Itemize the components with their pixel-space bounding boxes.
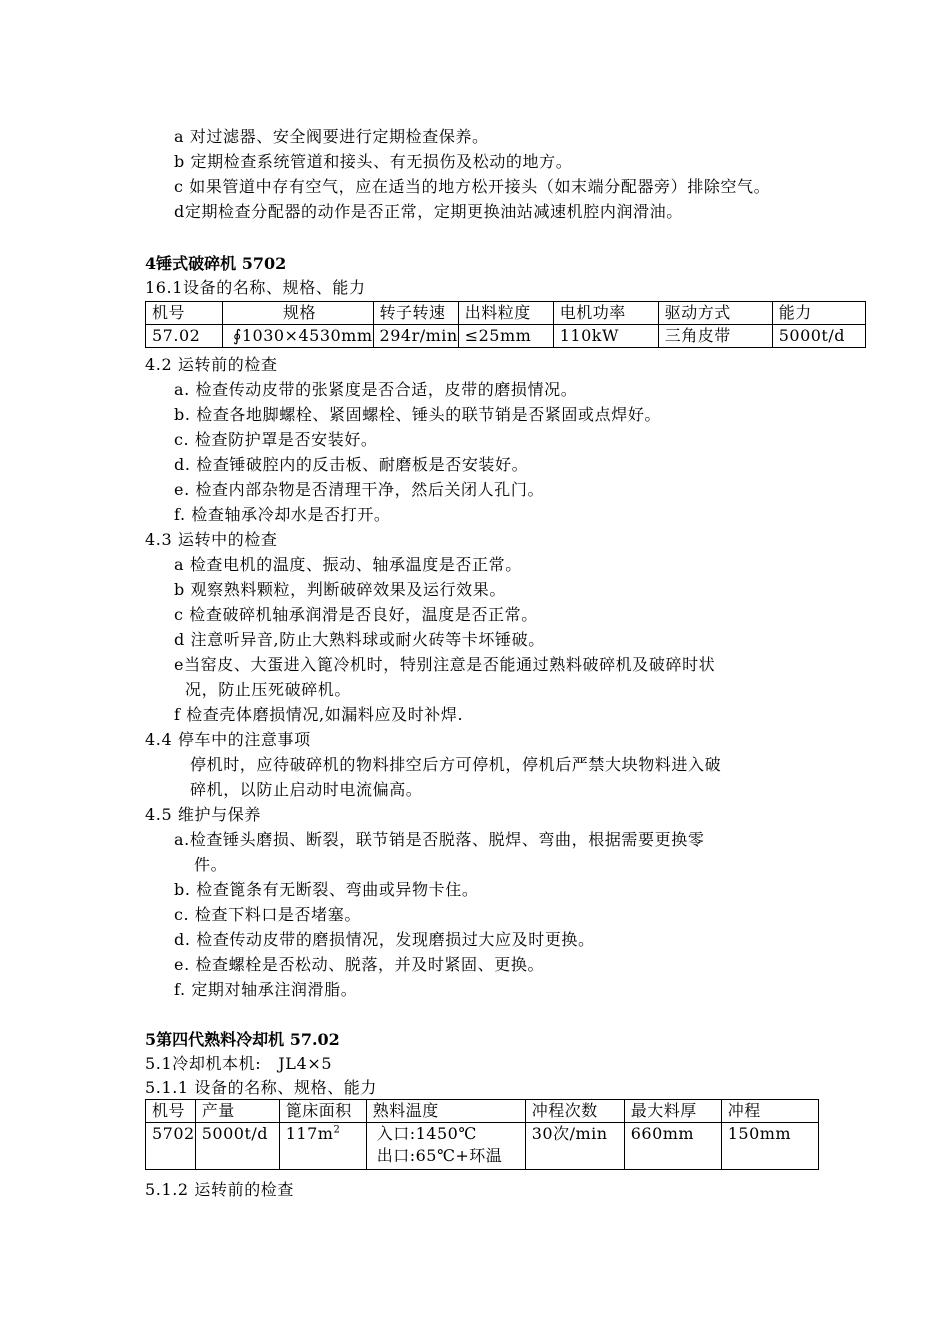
list-item: d定期检查分配器的动作是否正常，定期更换油站减速机腔内润滑油。: [174, 202, 683, 221]
table-caption: 5.1.1 设备的名称、规格、能力: [145, 1078, 377, 1097]
subsection-title: 4.3 运转中的检查: [145, 530, 278, 549]
list-item: e. 检查内部杂物是否清理干净，然后关闭人孔门。: [174, 480, 545, 499]
list-item: a 对过滤器、安全阀要进行定期检查保养。: [174, 127, 489, 146]
table-cell: 三角皮带: [658, 325, 772, 348]
area-superscript: 2: [333, 1124, 341, 1136]
list-item: 件。: [194, 855, 228, 874]
list-item: b. 检查各地脚螺栓、紧固螺栓、锤头的联节销是否紧固或点焊好。: [174, 405, 662, 424]
table-header-cell: 机号: [146, 1100, 196, 1123]
subsection-title: 4.5 维护与保养: [145, 805, 261, 824]
table-caption: 16.1设备的名称、规格、能力: [145, 278, 366, 297]
subsection-title: 5.1.2 运转前的检查: [145, 1180, 294, 1199]
list-item: c 如果管道中存有空气，应在适当的地方松开接头（如末端分配器旁）排除空气。: [174, 177, 771, 196]
table-cell-temperature: [366, 1123, 525, 1170]
list-item: d. 检查锤破腔内的反击板、耐磨板是否安装好。: [174, 455, 529, 474]
table-cell: 294r/min: [373, 325, 458, 348]
paragraph-line: 碎机，以防止启动时电流偏高。: [190, 780, 423, 799]
table-header-cell: 冲程: [721, 1100, 818, 1123]
table-header-cell: 电机功率: [553, 302, 658, 325]
list-item: b 定期检查系统管道和接头、有无损伤及松动的地方。: [174, 152, 573, 171]
list-item: a 检查电机的温度、振动、轴承温度是否正常。: [174, 555, 522, 574]
list-item: 况，防止压死破碎机。: [185, 680, 352, 699]
table-cell: 150mm: [721, 1123, 818, 1170]
subsection-title: 5.1冷却机本机: JL4×5: [145, 1054, 333, 1073]
table-header-cell: 出料粒度: [458, 302, 553, 325]
table-cell-area: [279, 1123, 366, 1170]
subsection-title: 4.4 停车中的注意事项: [145, 730, 311, 749]
list-item: e. 检查螺栓是否松动、脱落，并及时紧固、更换。: [174, 955, 545, 974]
list-item: a.检查锤头磨损、断裂，联节销是否脱落、脱焊、弯曲，根据需要更换零: [174, 830, 705, 849]
list-item: f. 检查轴承冷却水是否打开。: [174, 505, 391, 524]
table-row: [146, 325, 866, 348]
table-header-row: [146, 302, 866, 325]
table-header-cell: 机号: [146, 302, 223, 325]
list-item: c. 检查防护罩是否安装好。: [174, 430, 378, 449]
section-heading: 4锤式破碎机 5702: [145, 254, 287, 273]
spec-table-cooler: [145, 1099, 819, 1170]
list-item: f 检查壳体磨损情况,如漏料应及时补焊.: [174, 705, 464, 724]
list-item: a. 检查传动皮带的张紧度是否合适，皮带的磨损情况。: [174, 380, 578, 399]
table-header-cell: 熟料温度: [366, 1100, 525, 1123]
table-header-cell: 转子转速: [373, 302, 458, 325]
spec-table-hammer-crusher: [145, 301, 866, 348]
list-item: f. 定期对轴承注润滑脂。: [174, 980, 358, 999]
table-cell: ∮1030×4530mm: [223, 325, 374, 348]
table-row: [146, 1123, 819, 1170]
subsection-title: 4.2 运转前的检查: [145, 355, 278, 374]
area-value: 117m: [285, 1124, 334, 1143]
table-cell: 30次/min: [525, 1123, 624, 1170]
table-header-cell: 冲程次数: [525, 1100, 624, 1123]
table-cell: 660mm: [624, 1123, 721, 1170]
table-header-cell: 能力: [772, 302, 865, 325]
list-item: c 检查破碎机轴承润滑是否良好，温度是否正常。: [174, 605, 538, 624]
table-cell: 5000t/d: [195, 1123, 279, 1170]
list-item: d. 检查传动皮带的磨损情况，发现磨损过大应及时更换。: [174, 930, 595, 949]
table-header-row: [146, 1100, 819, 1123]
list-item: e当窑皮、大蛋进入篦冷机时，特别注意是否能通过熟料破碎机及破碎时状: [174, 655, 716, 674]
table-header-cell: 最大料厚: [624, 1100, 721, 1123]
table-cell: 5000t/d: [772, 325, 865, 348]
list-item: b 观察熟料颗粒，判断破碎效果及运行效果。: [174, 580, 506, 599]
section-heading: 5第四代熟料冷却机 57.02: [145, 1030, 340, 1049]
temp-inlet: 入口:1450℃: [376, 1124, 477, 1143]
table-header-cell: 驱动方式: [658, 302, 772, 325]
temp-outlet: 出口:65℃+环温: [376, 1146, 503, 1165]
paragraph-line: 停机时，应待破碎机的物料排空后方可停机，停机后严禁大块物料进入破: [190, 755, 722, 774]
table-header-cell: 规格: [223, 302, 374, 325]
table-header-cell: 产量: [195, 1100, 279, 1123]
table-cell: 57.02: [146, 325, 223, 348]
table-header-cell: 篦床面积: [279, 1100, 366, 1123]
list-item: c. 检查下料口是否堵塞。: [174, 905, 361, 924]
table-cell: 5702: [146, 1123, 196, 1170]
list-item: b. 检查篦条有无断裂、弯曲或异物卡住。: [174, 880, 479, 899]
list-item: d 注意听异音,防止大熟料球或耐火砖等卡坏锤破。: [174, 630, 545, 649]
table-cell: 110kW: [553, 325, 658, 348]
table-cell: ≤25mm: [458, 325, 553, 348]
